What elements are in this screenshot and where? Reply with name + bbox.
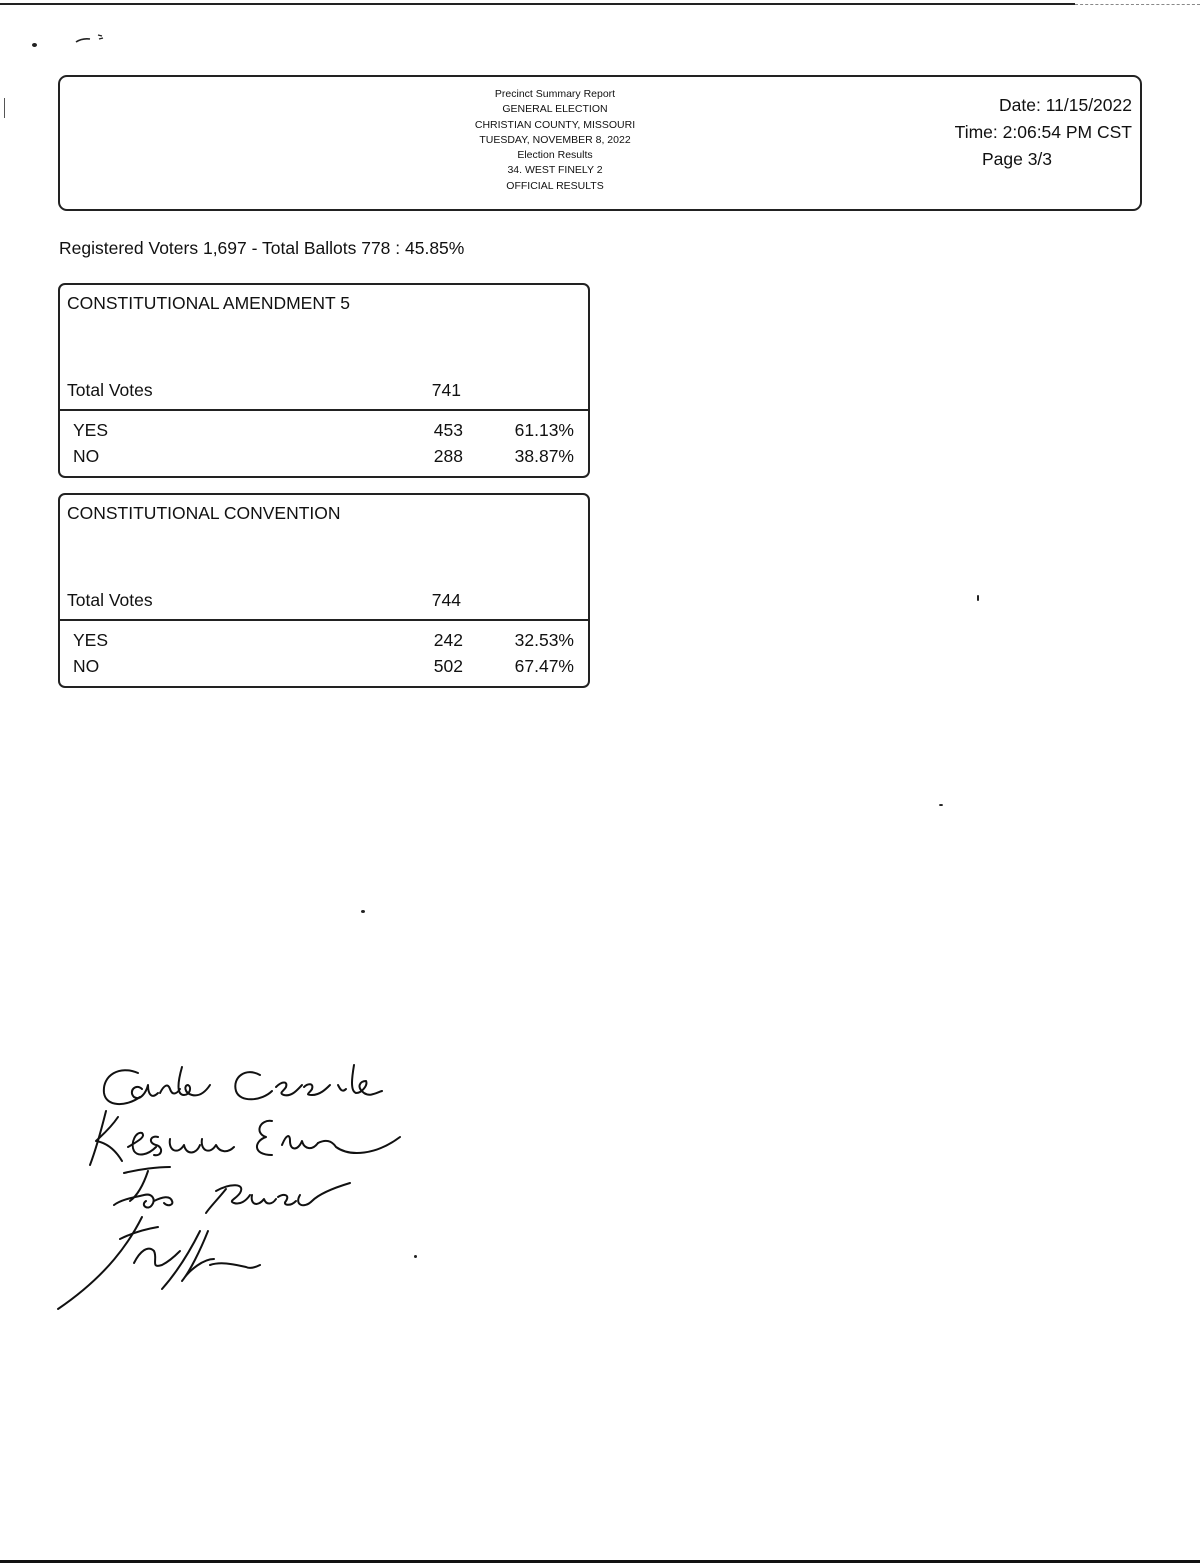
scan-speck: [939, 804, 943, 806]
report-date: Date: 11/15/2022: [999, 95, 1132, 115]
election-name: GENERAL ELECTION: [502, 103, 608, 116]
scan-edge-top: [0, 3, 1075, 5]
scan-edge-bottom: [0, 1560, 1200, 1563]
report-header-meta: [902, 92, 1132, 173]
report-header-center: [400, 87, 710, 194]
contest-box: [58, 493, 590, 688]
scan-speck: [977, 595, 979, 601]
report-type: Election Results: [517, 149, 593, 162]
signature-block: [50, 1055, 420, 1315]
election-date: TUESDAY, NOVEMBER 8, 2022: [479, 133, 631, 146]
divider: [60, 409, 588, 411]
divider: [60, 619, 588, 621]
choice-percent: 32.53%: [514, 630, 574, 650]
choice-label: NO: [73, 656, 100, 676]
scan-mark: [74, 32, 106, 46]
choice-percent: 38.87%: [514, 446, 574, 466]
signature-4: [58, 1217, 260, 1309]
contest-box: [58, 283, 590, 478]
choice-label: YES: [73, 630, 109, 650]
jurisdiction: CHRISTIAN COUNTY, MISSOURI: [474, 118, 636, 131]
choice-votes: 453: [433, 420, 463, 440]
choice-votes: 242: [433, 630, 463, 650]
scan-speck: [32, 43, 37, 47]
report-header: [58, 75, 1142, 211]
precinct-name: 34. WEST FINELY 2: [507, 164, 603, 177]
total-votes-row: [60, 590, 588, 620]
contest-title: CONSTITUTIONAL CONVENTION: [67, 503, 341, 523]
choice-votes: 288: [433, 446, 463, 466]
total-votes-row: [60, 380, 588, 410]
contest-title: CONSTITUTIONAL AMENDMENT 5: [67, 293, 350, 313]
total-votes-label: Total Votes: [67, 590, 153, 610]
choice-votes: 502: [433, 656, 463, 676]
report-title: Precinct Summary Report: [494, 88, 616, 100]
choice-row: [60, 420, 588, 446]
choice-label: YES: [73, 420, 109, 440]
turnout-summary: Registered Voters 1,697 - Total Ballots 778 : 45.85%: [59, 238, 465, 258]
page-number: Page 3/3: [981, 149, 1053, 169]
total-votes-label: Total Votes: [67, 380, 153, 400]
results-status: OFFICIAL RESULTS: [506, 179, 604, 192]
choice-row: [60, 446, 588, 472]
total-votes-value: 744: [431, 590, 461, 610]
report-time: Time: 2:06:54 PM CST: [954, 122, 1132, 142]
signature-1: [104, 1065, 382, 1104]
choice-percent: 61.13%: [514, 420, 574, 440]
choice-percent: 67.47%: [514, 656, 574, 676]
choice-row: [60, 630, 588, 656]
choice-label: NO: [73, 446, 100, 466]
total-votes-value: 741: [431, 380, 461, 400]
scan-speck: [361, 910, 365, 913]
scan-edge-mark: [4, 98, 5, 118]
signature-2: [90, 1111, 400, 1165]
signature-3: [114, 1167, 350, 1213]
scan-edge-top-tail: [1075, 4, 1200, 5]
choice-row: [60, 656, 588, 682]
